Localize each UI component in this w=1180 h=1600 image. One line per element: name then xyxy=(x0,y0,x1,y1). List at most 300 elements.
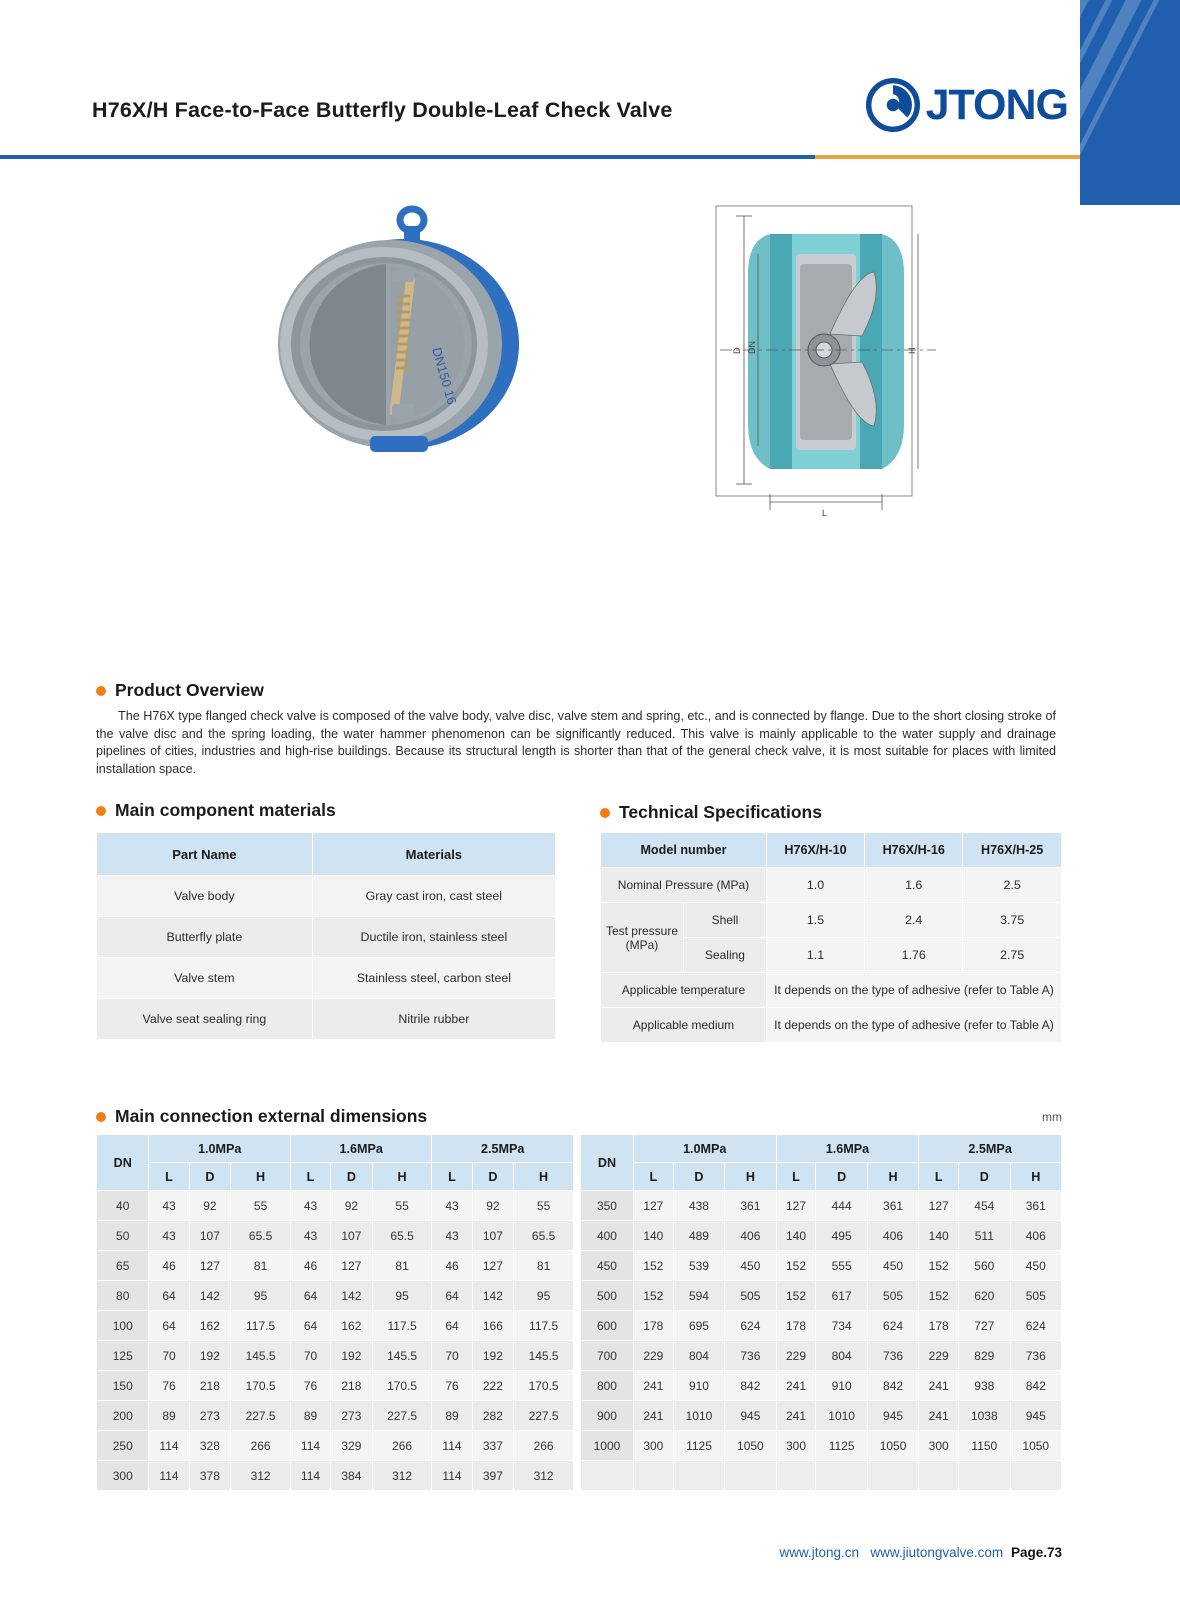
dim-value-cell: 117.5 xyxy=(231,1311,291,1341)
dim-value-cell: 489 xyxy=(673,1221,724,1251)
dim-sub-H: H xyxy=(514,1163,574,1191)
dim-value-cell: 127 xyxy=(633,1191,673,1221)
dim-value-cell: 736 xyxy=(1010,1341,1061,1371)
dim-value-cell: 495 xyxy=(816,1221,867,1251)
dim-group-10: 1.0MPa xyxy=(633,1135,776,1163)
dim-value-cell: 70 xyxy=(432,1341,472,1371)
dim-value-cell: 65.5 xyxy=(231,1221,291,1251)
dim-value-cell: 145.5 xyxy=(372,1341,432,1371)
dim-value-cell: 241 xyxy=(776,1401,816,1431)
dim-group-25: 2.5MPa xyxy=(432,1135,574,1163)
dimensions-heading-label: Main connection external dimensions xyxy=(115,1106,428,1126)
dim-dn-cell: 65 xyxy=(97,1251,149,1281)
tech-spec-table xyxy=(600,832,1062,1043)
dim-value-cell: 114 xyxy=(290,1431,330,1461)
materials-cell: Nitrile rubber xyxy=(312,999,555,1040)
dim-value-cell: 95 xyxy=(372,1281,432,1311)
dim-value-cell: 241 xyxy=(919,1401,959,1431)
table-row xyxy=(581,1461,1062,1491)
materials-cell: Valve seat sealing ring xyxy=(97,999,313,1040)
dim-value-cell: 107 xyxy=(472,1221,514,1251)
bullet-icon xyxy=(96,1112,106,1122)
dim-sub-H: H xyxy=(231,1163,291,1191)
dim-value-cell xyxy=(776,1461,816,1491)
dim-dn-cell: 125 xyxy=(97,1341,149,1371)
dim-value-cell: 43 xyxy=(432,1191,472,1221)
tech-spec-heading xyxy=(600,802,822,823)
dim-value-cell: 624 xyxy=(1010,1311,1061,1341)
table-row xyxy=(581,1371,1062,1401)
dim-value-cell: 178 xyxy=(919,1311,959,1341)
dim-value-cell: 312 xyxy=(514,1461,574,1491)
dim-sub-D: D xyxy=(472,1163,514,1191)
tech-test-pressure-label: Test pressure (MPa) xyxy=(601,903,684,973)
dim-value-cell: 170.5 xyxy=(231,1371,291,1401)
dim-value-cell: 378 xyxy=(189,1461,231,1491)
dim-value-cell: 142 xyxy=(331,1281,373,1311)
table-row xyxy=(97,917,556,958)
dim-value-cell: 152 xyxy=(919,1251,959,1281)
dim-value-cell: 55 xyxy=(231,1191,291,1221)
footer-site-2[interactable]: www.jiutongvalve.com xyxy=(870,1545,1004,1560)
dim-value-cell: 617 xyxy=(816,1281,867,1311)
product-overview-body: The H76X type flanged check valve is composed of the valve body, valve disc, valve stem and spring, etc., and is connected by flange. Due to the short closing stroke of the valve disc and the spring loading, the water hammer phenomenon can be significantly reduced. This valve is mainly applicable to the water supply and drainage pipelines of cities, industries and high-rise buildings. Because its structural length is shorter than that of the general check valve, it is most suitable for places with limited installation space. xyxy=(96,709,1056,776)
dim-dn-cell: 500 xyxy=(581,1281,634,1311)
dim-value-cell: 65.5 xyxy=(372,1221,432,1251)
brand-logo xyxy=(866,78,1068,132)
svg-text:L: L xyxy=(822,508,828,518)
product-overview-heading-label: Product Overview xyxy=(115,680,264,700)
dim-sub-L: L xyxy=(290,1163,330,1191)
table-row xyxy=(97,1371,574,1401)
dim-value-cell: 1010 xyxy=(673,1401,724,1431)
svg-text:D: D xyxy=(732,347,742,354)
dim-value-cell: 241 xyxy=(776,1371,816,1401)
dim-dn-cell: 1000 xyxy=(581,1431,634,1461)
dim-value-cell: 229 xyxy=(776,1341,816,1371)
dim-group-16: 1.6MPa xyxy=(290,1135,432,1163)
table-row xyxy=(97,1431,574,1461)
table-row xyxy=(97,999,556,1040)
dim-value-cell: 46 xyxy=(290,1251,330,1281)
dim-value-cell: 192 xyxy=(331,1341,373,1371)
dim-value-cell: 152 xyxy=(633,1251,673,1281)
dim-value-cell: 92 xyxy=(189,1191,231,1221)
dim-sub-D: D xyxy=(331,1163,373,1191)
dimensions-heading xyxy=(96,1106,427,1127)
svg-text:H: H xyxy=(907,347,917,354)
dim-value-cell: 127 xyxy=(331,1251,373,1281)
tech-model-3: H76X/H-25 xyxy=(963,833,1062,868)
table-row xyxy=(601,973,1062,1008)
table-row xyxy=(97,958,556,999)
dim-value-cell: 1150 xyxy=(959,1431,1010,1461)
dim-value-cell: 505 xyxy=(1010,1281,1061,1311)
page-title: H76X/H Face-to-Face Butterfly Double-Leaf Check Valve xyxy=(92,98,673,122)
dimensions-unit-label: mm xyxy=(1042,1110,1062,1124)
dim-dn-header: DN xyxy=(97,1135,149,1191)
dim-value-cell: 152 xyxy=(776,1281,816,1311)
dim-value-cell: 406 xyxy=(725,1221,776,1251)
dim-value-cell: 594 xyxy=(673,1281,724,1311)
dim-value-cell: 1050 xyxy=(1010,1431,1061,1461)
dim-value-cell: 539 xyxy=(673,1251,724,1281)
table-row xyxy=(601,1008,1062,1043)
table-row xyxy=(581,1311,1062,1341)
page-header xyxy=(0,0,1180,160)
dim-value-cell: 81 xyxy=(372,1251,432,1281)
jtong-swirl-icon xyxy=(866,78,920,132)
table-row xyxy=(97,1191,574,1221)
dim-value-cell: 227.5 xyxy=(231,1401,291,1431)
tech-model-label: Model number xyxy=(601,833,767,868)
materials-cell: Valve stem xyxy=(97,958,313,999)
dim-value-cell: 89 xyxy=(290,1401,330,1431)
dim-dn-cell: 150 xyxy=(97,1371,149,1401)
dim-sub-D: D xyxy=(959,1163,1010,1191)
dim-sub-H: H xyxy=(372,1163,432,1191)
dim-value-cell: 95 xyxy=(514,1281,574,1311)
valve-dimension-drawing xyxy=(700,194,960,524)
dim-value-cell: 145.5 xyxy=(514,1341,574,1371)
dim-value-cell: 945 xyxy=(867,1401,918,1431)
dim-value-cell: 145.5 xyxy=(231,1341,291,1371)
table-row xyxy=(581,1341,1062,1371)
dim-dn-cell: 700 xyxy=(581,1341,634,1371)
dim-value-cell: 406 xyxy=(1010,1221,1061,1251)
materials-cell: Gray cast iron, cast steel xyxy=(312,876,555,917)
dim-value-cell: 1125 xyxy=(816,1431,867,1461)
dim-value-cell: 266 xyxy=(514,1431,574,1461)
dim-value-cell: 43 xyxy=(432,1221,472,1251)
dim-value-cell: 142 xyxy=(189,1281,231,1311)
dim-value-cell: 241 xyxy=(633,1401,673,1431)
dim-value-cell: 64 xyxy=(432,1281,472,1311)
dim-dn-cell: 50 xyxy=(97,1221,149,1251)
table-row xyxy=(97,1461,574,1491)
dim-value-cell: 76 xyxy=(432,1371,472,1401)
dim-value-cell: 64 xyxy=(290,1311,330,1341)
dim-value-cell xyxy=(816,1461,867,1491)
table-row xyxy=(97,1221,574,1251)
tech-sealing-label: Sealing xyxy=(683,938,766,973)
dim-sub-L: L xyxy=(919,1163,959,1191)
dim-value-cell: 842 xyxy=(1010,1371,1061,1401)
table-row xyxy=(581,1401,1062,1431)
dim-sub-D: D xyxy=(816,1163,867,1191)
dim-sub-L: L xyxy=(633,1163,673,1191)
dim-value-cell: 241 xyxy=(633,1371,673,1401)
tech-nominal-value: 1.6 xyxy=(865,868,963,903)
dim-value-cell: 450 xyxy=(867,1251,918,1281)
dim-dn-cell: 350 xyxy=(581,1191,634,1221)
page-footer xyxy=(0,1545,1180,1560)
dim-value-cell: 736 xyxy=(867,1341,918,1371)
dim-value-cell: 829 xyxy=(959,1341,1010,1371)
dim-value-cell: 89 xyxy=(149,1401,189,1431)
dim-value-cell: 620 xyxy=(959,1281,1010,1311)
materials-table xyxy=(96,832,556,1040)
dim-value-cell: 46 xyxy=(149,1251,189,1281)
tech-sealing-value: 1.76 xyxy=(865,938,963,973)
table-row xyxy=(581,1221,1062,1251)
dim-value-cell: 1125 xyxy=(673,1431,724,1461)
dim-sub-D: D xyxy=(673,1163,724,1191)
dim-value-cell: 438 xyxy=(673,1191,724,1221)
table-row xyxy=(581,1251,1062,1281)
dim-value-cell: 81 xyxy=(231,1251,291,1281)
dim-value-cell: 140 xyxy=(919,1221,959,1251)
dim-sub-L: L xyxy=(776,1163,816,1191)
dim-value-cell: 450 xyxy=(1010,1251,1061,1281)
table-row xyxy=(581,1431,1062,1461)
dim-dn-header: DN xyxy=(581,1135,634,1191)
dim-value-cell: 192 xyxy=(472,1341,514,1371)
dim-value-cell: 162 xyxy=(331,1311,373,1341)
table-row xyxy=(601,903,1062,938)
dim-value-cell: 127 xyxy=(919,1191,959,1221)
dim-value-cell: 1050 xyxy=(867,1431,918,1461)
tech-shell-label: Shell xyxy=(683,903,766,938)
dim-value-cell xyxy=(1010,1461,1061,1491)
dim-value-cell: 384 xyxy=(331,1461,373,1491)
tech-temperature-value: It depends on the type of adhesive (refer to Table A) xyxy=(766,973,1061,1008)
dim-sub-H: H xyxy=(725,1163,776,1191)
dim-sub-H: H xyxy=(1010,1163,1061,1191)
dim-value-cell: 227.5 xyxy=(372,1401,432,1431)
dim-value-cell: 76 xyxy=(149,1371,189,1401)
dim-dn-cell: 900 xyxy=(581,1401,634,1431)
dim-value-cell: 560 xyxy=(959,1251,1010,1281)
dim-sub-L: L xyxy=(149,1163,189,1191)
dim-dn-cell: 450 xyxy=(581,1251,634,1281)
materials-cell: Butterfly plate xyxy=(97,917,313,958)
dim-value-cell: 64 xyxy=(290,1281,330,1311)
dim-value-cell: 114 xyxy=(432,1431,472,1461)
dim-value-cell: 152 xyxy=(633,1281,673,1311)
dim-value-cell: 938 xyxy=(959,1371,1010,1401)
dim-dn-cell xyxy=(581,1461,634,1491)
dim-sub-L: L xyxy=(432,1163,472,1191)
dim-value-cell: 1010 xyxy=(816,1401,867,1431)
dim-value-cell: 337 xyxy=(472,1431,514,1461)
dim-value-cell: 312 xyxy=(372,1461,432,1491)
bullet-icon xyxy=(96,806,106,816)
dim-value-cell: 328 xyxy=(189,1431,231,1461)
table-row xyxy=(97,876,556,917)
dim-value-cell: 229 xyxy=(633,1341,673,1371)
dim-value-cell: 114 xyxy=(149,1461,189,1491)
dim-value-cell: 945 xyxy=(1010,1401,1061,1431)
dim-value-cell: 361 xyxy=(867,1191,918,1221)
dim-dn-cell: 800 xyxy=(581,1371,634,1401)
dim-value-cell: 178 xyxy=(633,1311,673,1341)
dim-group-16: 1.6MPa xyxy=(776,1135,919,1163)
page-number: Page.73 xyxy=(1010,1545,1062,1560)
bullet-icon xyxy=(600,808,610,818)
dim-value-cell xyxy=(959,1461,1010,1491)
dim-value-cell: 450 xyxy=(725,1251,776,1281)
dim-value-cell: 64 xyxy=(432,1311,472,1341)
tech-model-1: H76X/H-10 xyxy=(766,833,864,868)
dim-value-cell: 114 xyxy=(149,1431,189,1461)
dim-value-cell: 107 xyxy=(331,1221,373,1251)
dim-value-cell: 444 xyxy=(816,1191,867,1221)
tech-model-2: H76X/H-16 xyxy=(865,833,963,868)
dim-value-cell: 81 xyxy=(514,1251,574,1281)
dim-value-cell: 329 xyxy=(331,1431,373,1461)
materials-cell: Ductile iron, stainless steel xyxy=(312,917,555,958)
tech-nominal-label: Nominal Pressure (MPa) xyxy=(601,868,767,903)
dim-value-cell: 127 xyxy=(189,1251,231,1281)
tech-spec-heading-label: Technical Specifications xyxy=(619,802,822,822)
dim-value-cell: 162 xyxy=(189,1311,231,1341)
dim-value-cell xyxy=(673,1461,724,1491)
dim-value-cell: 266 xyxy=(231,1431,291,1461)
dim-value-cell: 92 xyxy=(331,1191,373,1221)
dim-value-cell: 70 xyxy=(290,1341,330,1371)
dim-value-cell: 64 xyxy=(149,1281,189,1311)
bullet-icon xyxy=(96,686,106,696)
dim-dn-cell: 250 xyxy=(97,1431,149,1461)
dim-value-cell: 170.5 xyxy=(514,1371,574,1401)
tech-nominal-value: 1.0 xyxy=(766,868,864,903)
table-row xyxy=(97,1401,574,1431)
dim-value-cell xyxy=(919,1461,959,1491)
dim-group-25: 2.5MPa xyxy=(919,1135,1062,1163)
dim-value-cell: 624 xyxy=(867,1311,918,1341)
dim-value-cell: 222 xyxy=(472,1371,514,1401)
dim-value-cell: 804 xyxy=(673,1341,724,1371)
tech-nominal-value: 2.5 xyxy=(963,868,1062,903)
dim-value-cell: 842 xyxy=(867,1371,918,1401)
dim-value-cell: 55 xyxy=(514,1191,574,1221)
dim-value-cell: 736 xyxy=(725,1341,776,1371)
dim-value-cell: 64 xyxy=(149,1311,189,1341)
dim-value-cell: 842 xyxy=(725,1371,776,1401)
dim-value-cell: 95 xyxy=(231,1281,291,1311)
dim-value-cell: 92 xyxy=(472,1191,514,1221)
tech-shell-value: 3.75 xyxy=(963,903,1062,938)
dim-dn-cell: 40 xyxy=(97,1191,149,1221)
logo-text: JTONG xyxy=(925,80,1068,129)
table-row xyxy=(601,868,1062,903)
materials-heading xyxy=(96,800,336,821)
table-row xyxy=(97,1251,574,1281)
tech-medium-label: Applicable medium xyxy=(601,1008,767,1043)
dim-value-cell: 227.5 xyxy=(514,1401,574,1431)
dim-value-cell: 624 xyxy=(725,1311,776,1341)
dim-dn-cell: 80 xyxy=(97,1281,149,1311)
materials-heading-label: Main component materials xyxy=(115,800,336,820)
dim-value-cell: 361 xyxy=(1010,1191,1061,1221)
dim-value-cell: 192 xyxy=(189,1341,231,1371)
dim-value-cell xyxy=(867,1461,918,1491)
table-row xyxy=(581,1281,1062,1311)
dim-value-cell: 555 xyxy=(816,1251,867,1281)
figures-area xyxy=(0,174,1180,594)
dim-value-cell: 505 xyxy=(867,1281,918,1311)
dim-value-cell: 282 xyxy=(472,1401,514,1431)
dim-value-cell: 910 xyxy=(673,1371,724,1401)
dim-value-cell: 266 xyxy=(372,1431,432,1461)
dim-value-cell: 70 xyxy=(149,1341,189,1371)
dim-value-cell: 505 xyxy=(725,1281,776,1311)
dim-value-cell: 55 xyxy=(372,1191,432,1221)
dim-value-cell: 43 xyxy=(290,1221,330,1251)
svg-text:DN: DN xyxy=(747,341,757,354)
dim-value-cell: 1038 xyxy=(959,1401,1010,1431)
dim-value-cell: 1050 xyxy=(725,1431,776,1461)
dim-value-cell xyxy=(633,1461,673,1491)
dim-value-cell: 114 xyxy=(432,1461,472,1491)
dim-value-cell: 43 xyxy=(149,1191,189,1221)
materials-cell: Valve body xyxy=(97,876,313,917)
dim-value-cell: 241 xyxy=(919,1371,959,1401)
dim-value-cell: 511 xyxy=(959,1221,1010,1251)
product-overview-text xyxy=(96,708,1056,778)
dimensions-table-right xyxy=(580,1134,1062,1491)
tech-shell-value: 2.4 xyxy=(865,903,963,938)
dim-value-cell: 65.5 xyxy=(514,1221,574,1251)
dim-value-cell: 361 xyxy=(725,1191,776,1221)
dim-value-cell: 117.5 xyxy=(514,1311,574,1341)
dim-value-cell: 142 xyxy=(472,1281,514,1311)
tech-sealing-value: 1.1 xyxy=(766,938,864,973)
dim-value-cell: 300 xyxy=(633,1431,673,1461)
materials-col-materials: Materials xyxy=(312,833,555,876)
dim-value-cell: 300 xyxy=(919,1431,959,1461)
tech-sealing-value: 2.75 xyxy=(963,938,1062,973)
dim-value-cell: 734 xyxy=(816,1311,867,1341)
dim-value-cell xyxy=(725,1461,776,1491)
dim-value-cell: 152 xyxy=(919,1281,959,1311)
tech-medium-value: It depends on the type of adhesive (refer to Table A) xyxy=(766,1008,1061,1043)
dim-value-cell: 140 xyxy=(776,1221,816,1251)
dim-sub-H: H xyxy=(867,1163,918,1191)
dim-value-cell: 76 xyxy=(290,1371,330,1401)
dim-value-cell: 397 xyxy=(472,1461,514,1491)
dim-value-cell: 89 xyxy=(432,1401,472,1431)
footer-site-1[interactable]: www.jtong.cn xyxy=(779,1545,860,1560)
materials-cell: Stainless steel, carbon steel xyxy=(312,958,555,999)
dim-value-cell: 170.5 xyxy=(372,1371,432,1401)
table-row xyxy=(97,1341,574,1371)
dim-value-cell: 804 xyxy=(816,1341,867,1371)
dim-dn-cell: 100 xyxy=(97,1311,149,1341)
dim-value-cell: 218 xyxy=(331,1371,373,1401)
dim-dn-cell: 600 xyxy=(581,1311,634,1341)
dim-value-cell: 140 xyxy=(633,1221,673,1251)
dim-value-cell: 127 xyxy=(776,1191,816,1221)
table-row xyxy=(97,1281,574,1311)
dim-value-cell: 107 xyxy=(189,1221,231,1251)
dim-value-cell: 273 xyxy=(331,1401,373,1431)
header-divider-orange xyxy=(815,155,1080,159)
dim-dn-cell: 300 xyxy=(97,1461,149,1491)
dim-value-cell: 127 xyxy=(472,1251,514,1281)
dim-value-cell: 229 xyxy=(919,1341,959,1371)
dim-value-cell: 152 xyxy=(776,1251,816,1281)
product-overview-heading xyxy=(96,680,264,701)
dim-sub-D: D xyxy=(189,1163,231,1191)
dimensions-table-left xyxy=(96,1134,574,1491)
valve-product-photo xyxy=(272,204,542,454)
dim-value-cell: 945 xyxy=(725,1401,776,1431)
dim-value-cell: 43 xyxy=(149,1221,189,1251)
dim-value-cell: 300 xyxy=(776,1431,816,1461)
table-row xyxy=(97,1311,574,1341)
